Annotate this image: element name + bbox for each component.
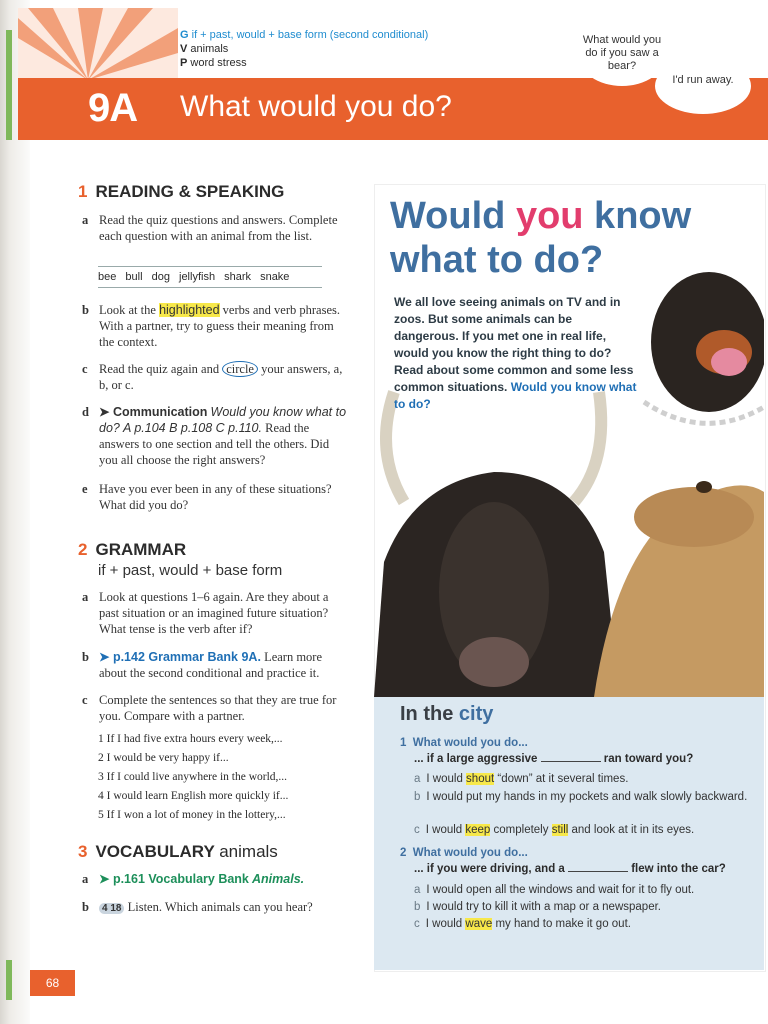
grammar-objective: if + past, would + base form (second conditional)	[191, 29, 429, 41]
exercise-1e: e Have you ever been in any of these situations? What did you do?	[82, 482, 332, 512]
quiz-intro: We all love seeing animals on TV and in zoos. But some animals can be dangerous. If you met one in real life, would you know the right thing to do? Read about some common and some less common situations. Would you know what to do?	[394, 295, 637, 411]
section-reading-speaking-heading: 1 READING & SPEAKING	[78, 182, 285, 201]
audio-track-icon[interactable]: 4 18	[99, 903, 124, 914]
answer-option[interactable]: a I would shout “down” at it several times.	[414, 773, 629, 785]
exercise-2b: b ➤ p.142 Grammar Bank 9A. Learn more about the second conditional and practice it.	[82, 650, 323, 680]
communication-label: ➤ Communication	[99, 405, 208, 419]
question-2-heading: 2 What would you do...	[400, 847, 528, 859]
page-number: 68	[30, 970, 75, 996]
exercise-2c: c Complete the sentences so that they are true for you. Compare with a partner.	[82, 693, 337, 723]
question-1-heading: 1 What would you do...	[400, 737, 528, 749]
sunburst-decoration	[18, 8, 178, 80]
grammar-bank-link[interactable]: ➤ p.142 Grammar Bank 9A.	[99, 650, 261, 664]
sentence-item: 4 I would learn English more quickly if...	[98, 790, 289, 802]
circle-example: circle	[222, 361, 258, 377]
exercise-3a: a ➤ p.161 Vocabulary Bank Animals.	[82, 872, 305, 886]
answer-option[interactable]: c I would keep completely still and look at it in its eyes.	[414, 824, 695, 836]
grammar-subtitle: if + past, would + base form	[98, 562, 283, 579]
answer-blank[interactable]	[568, 871, 628, 872]
communication-page-refs: A p.104 B p.108 C p.110.	[122, 421, 262, 435]
sentence-item: 3 If I could live anywhere in the world,...	[98, 771, 288, 783]
answer-blank[interactable]	[541, 761, 601, 762]
vocabulary-bank-link[interactable]: ➤ p.161 Vocabulary Bank	[99, 872, 249, 886]
in-the-city-heading: In the city	[400, 703, 494, 725]
vocabulary-objective: animals	[190, 43, 229, 55]
exercise-1a: a Read the quiz questions and answers. Complete each question with an animal from the list.	[82, 213, 338, 243]
word-list-box: bee bull dog jellyfish shark snake	[98, 266, 322, 288]
exercise-3b: b 4 18 Listen. Which animals can you hear?	[82, 900, 313, 914]
exercise-1d: d ➤ Communication Would you know what to do? A p.104 B p.108 C p.110. Read the answers to one section and tell the others. Did you all choose the right answers?	[82, 405, 347, 467]
exercise-1c: c Read the quiz again and circle your answers, a, b, or c.	[82, 362, 343, 392]
lesson-title: What would you do?	[180, 90, 452, 123]
question-2-text: ... if you were driving, and a flew into the car?	[414, 863, 726, 875]
quiz-title: Would you know what to do?	[390, 195, 692, 281]
speech-bubble-question: What would you do if you saw a bear?	[578, 24, 666, 86]
lesson-objectives: G if + past, would + base form (second conditional) V animals P word stress	[180, 29, 429, 69]
question-1-text: ... if a large aggressive ran toward you?	[414, 753, 694, 765]
section-vocabulary-heading: 3 VOCABULARY animals	[78, 842, 278, 861]
answer-option[interactable]: a I would open all the windows and wait for it to fly out.	[414, 884, 695, 896]
exercise-1b: b Look at the highlighted verbs and verb phrases. With a partner, try to guess their meaning from the context.	[82, 303, 340, 349]
answer-option[interactable]: b I would put my hands in my pockets and walk slowly backward.	[414, 791, 748, 803]
pronunciation-objective: word stress	[190, 57, 247, 69]
section-grammar-heading: 2 GRAMMAR	[78, 540, 187, 559]
tab-marker	[6, 30, 12, 140]
page-binding	[0, 0, 30, 1024]
speech-bubble-answer: I'd run away.	[655, 58, 751, 114]
answer-option[interactable]: c I would wave my hand to make it go out.	[414, 918, 631, 930]
highlight-example: highlighted	[159, 303, 220, 317]
sentence-item: 1 If I had five extra hours every week,...	[98, 733, 283, 745]
sentence-item: 5 If I won a lot of money in the lottery,...	[98, 809, 286, 821]
sentence-list	[98, 730, 348, 825]
sentence-item: 2 I would be very happy if...	[98, 752, 229, 764]
tab-marker	[6, 960, 12, 1000]
exercise-2a: a Look at questions 1–6 again. Are they about a past situation or an imagined future situation? What tense is the verb after if?	[82, 590, 329, 636]
lesson-number: 9A	[88, 86, 138, 130]
answer-option[interactable]: b I would try to kill it with a map or a newspaper.	[414, 901, 661, 913]
